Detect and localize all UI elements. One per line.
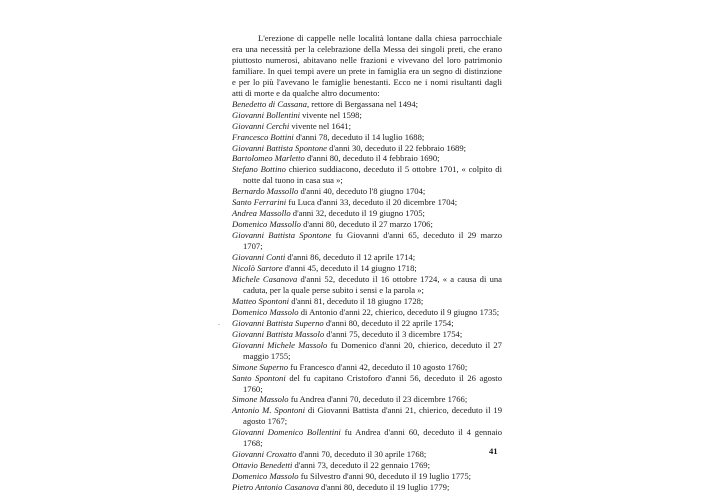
priest-name: Simone Superno [232, 361, 289, 372]
priest-name: Santo Spontoni [232, 372, 286, 383]
list-item [232, 329, 502, 340]
priest-name: Benedetto di Cassana [232, 98, 307, 109]
entry-details: fu Andrea d'anni 70, deceduto il 23 dicembre 1766; [288, 394, 468, 405]
priest-name: Giovanni Conti [232, 252, 286, 263]
priest-name: Giovanni Battista Spontone [232, 142, 328, 153]
list-item [232, 307, 502, 318]
list-item [232, 208, 502, 219]
entry-details: d'anni 30, deceduto il 22 febbraio 1689; [327, 142, 467, 153]
entry-details: del fu capitano Cristoforo d'anni 56, deceduto il 26 agosto 1760; [243, 372, 502, 394]
priest-name: Nicolò Sartore [232, 263, 283, 274]
entry-details: d'anni 73, deceduto il 22 gennaio 1769; [292, 460, 430, 471]
entry-details: di Giovanni Battista d'anni 21, chierico, deceduto il 19 agosto 1767; [243, 405, 502, 427]
priest-name: Bartolomeo Marletto [232, 153, 305, 164]
priest-name: Giovanni Battista Spontone [232, 230, 332, 241]
list-item [232, 143, 502, 154]
priest-name: Bernardo Massollo [232, 186, 299, 197]
entry-details: d'anni 80, deceduto il 27 marzo 1706; [300, 219, 433, 230]
list-item [232, 132, 502, 143]
list-item [232, 373, 502, 395]
list-item [232, 394, 502, 405]
list-item [232, 296, 502, 307]
intro-paragraph: L'erezione di cappelle nelle località lontane dalla chiesa parrocchiale era una necessità per la celebrazione della Messa dei singoli preti, che erano piuttosto numerosi, abitavano nelle frazioni e vivevano del loro patrimonio familiare. In quei tempi avere un prete in famiglia era un segno di distinzione e per lo più l'avevano le famiglie benestanti. Ecco ne i nomi risultanti dagli atti di morte e da qualche altro documento: [232, 33, 502, 98]
priest-name: Giovanni Bollentini [232, 109, 301, 120]
priest-name: Domenico Massollo [232, 219, 301, 230]
entry-details: d'anni 80, deceduto il 4 febbraio 1690; [304, 153, 440, 164]
list-item [232, 110, 502, 121]
priest-name: Giovanni Domenico Bollentini [232, 427, 341, 438]
list-item [232, 471, 502, 482]
priest-name: Domenico Massolo [232, 306, 299, 317]
entry-details: fu Luca d'anni 33, deceduto il 20 dicembre 1704; [286, 197, 458, 208]
list-item [232, 340, 502, 362]
entry-details: fu Domenico d'anni 20, chierico, deceduto il 27 maggio 1755; [243, 339, 502, 361]
list-item [232, 318, 502, 329]
list-item [232, 460, 502, 471]
priest-name: Antonio M. Spontoni [232, 405, 305, 416]
entry-details: fu Andrea d'anni 60, deceduto il 4 gennaio 1768; [243, 427, 502, 449]
list-item [232, 153, 502, 164]
entry-details: d'anni 81, deceduto il 18 giugno 1728; [289, 295, 424, 306]
priest-name: Ottavio Benedetti [232, 460, 293, 471]
priest-list [232, 99, 502, 493]
list-item [232, 274, 502, 296]
priest-name: Michele Casanova [232, 273, 298, 284]
entry-details: d'anni 45, deceduto il 14 giugno 1718; [282, 263, 417, 274]
entry-details: d'anni 32, deceduto il 19 giugno 1705; [290, 208, 425, 219]
list-item [232, 230, 502, 252]
entry-details: vivente nel 1641; [289, 120, 352, 131]
priest-name: Giovanni Michele Massolo [232, 339, 328, 350]
entry-details: , rettore di Bergassana nel 1494; [306, 98, 419, 109]
entry-details: d'anni 80, deceduto il 22 aprile 1754; [323, 317, 454, 328]
list-item [232, 121, 502, 132]
priest-name: Giovanni Cerchi [232, 120, 290, 131]
entry-details: d'anni 80, deceduto il 19 luglio 1779; [318, 482, 450, 493]
entry-details: d'anni 52, deceduto il 16 ottobre 1724, « a causa di una caduta, per la quale perse subito i sensi e la parola »; [243, 273, 502, 295]
list-item [232, 405, 502, 427]
list-item [232, 427, 502, 449]
entry-details: fu Francesco d'anni 42, deceduto il 10 agosto 1760; [288, 361, 468, 372]
list-item [232, 219, 502, 230]
priest-name: Giovanni Battista Massolo [232, 328, 325, 339]
entry-details: d'anni 75, deceduto il 3 dicembre 1754; [324, 328, 463, 339]
priest-name: Santo Ferrarini [232, 197, 287, 208]
entry-details: fu Silvestro d'anni 90, deceduto il 19 luglio 1775; [298, 471, 472, 482]
entry-details: fu Giovanni d'anni 65, deceduto il 29 marzo 1707; [243, 230, 502, 252]
priest-name: Matteo Spontoni [232, 295, 290, 306]
priest-name: Andrea Massollo [232, 208, 291, 219]
priest-name: Giovanni Croxatto [232, 449, 297, 460]
list-item [232, 186, 502, 197]
entry-details: d'anni 40, deceduto l'8 giugno 1704; [298, 186, 426, 197]
entry-details: d'anni 86, deceduto il 12 aprile 1714; [285, 252, 416, 263]
priest-name: Francesco Bottini [232, 131, 294, 142]
list-item [232, 164, 502, 186]
priest-name: Domenico Massolo [232, 471, 299, 482]
list-item [232, 482, 502, 493]
entry-details: di Antonio d'anni 22, chierico, deceduto il 9 giugno 1735; [298, 306, 500, 317]
margin-mark: . [218, 318, 220, 327]
list-item [232, 362, 502, 373]
entry-details: vivente nel 1598; [300, 109, 362, 120]
list-item [232, 449, 502, 460]
page-number: 41 [489, 446, 498, 456]
page-text-block [232, 33, 502, 493]
entry-details: d'anni 70, deceduto il 30 aprile 1768; [296, 449, 427, 460]
list-item [232, 99, 502, 110]
list-item [232, 252, 502, 263]
priest-name: Giovanni Battista Superno [232, 317, 324, 328]
list-item [232, 263, 502, 274]
entry-details: d'anni 78, deceduto il 14 luglio 1688; [293, 131, 425, 142]
priest-name: Pietro Antonio Casanova [232, 482, 319, 493]
list-item [232, 197, 502, 208]
priest-name: Simone Massolo [232, 394, 289, 405]
priest-name: Stefano Bottino [232, 164, 286, 175]
entry-details: chierico suddiacono, deceduto il 5 ottobre 1701, « colpito di notte dal tuono in casa sua »; [243, 164, 502, 186]
